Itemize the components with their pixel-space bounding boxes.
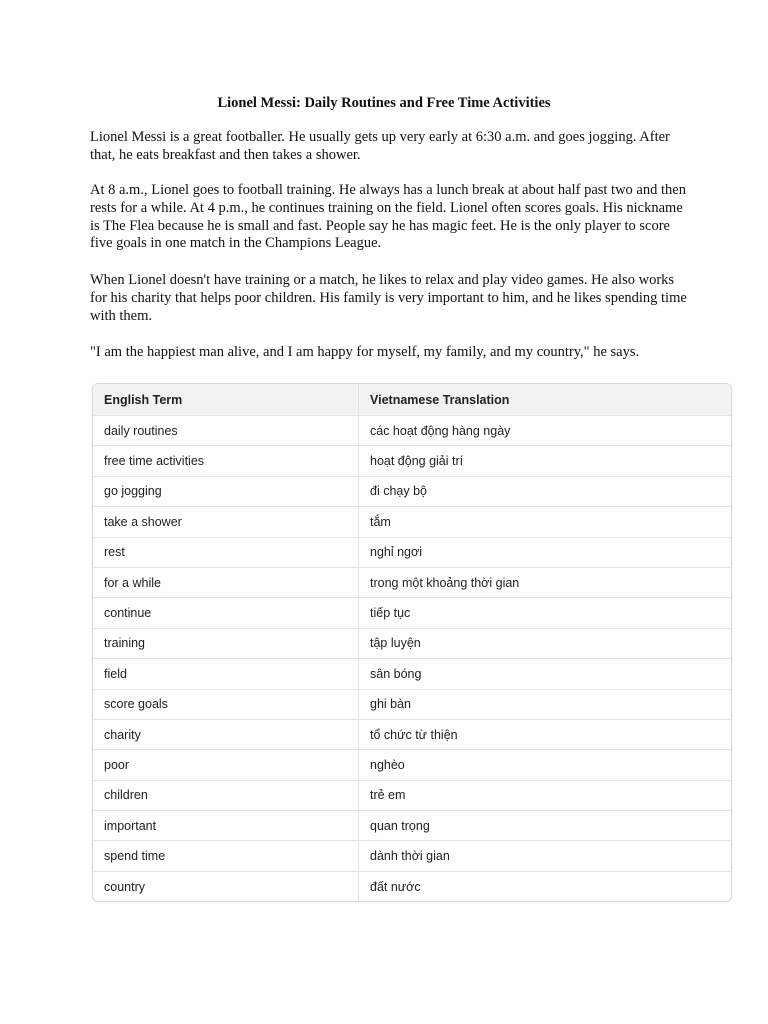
english-term-cell: take a shower <box>93 507 359 536</box>
paragraph-quote: "I am the happiest man alive, and I am happy for myself, my family, and my country," he says. <box>90 344 640 360</box>
vietnamese-translation-cell: sân bóng <box>370 666 422 681</box>
header-english-term: English Term <box>93 384 359 415</box>
table-header-row <box>93 384 731 415</box>
vietnamese-translation-cell: nghèo <box>370 757 405 772</box>
table-row <box>93 445 731 475</box>
vietnamese-translation-cell: các hoạt động hàng ngày <box>370 423 511 438</box>
header-vietnamese-translation: Vietnamese Translation <box>370 392 510 407</box>
table-row <box>93 840 731 870</box>
table-row <box>93 597 731 627</box>
english-term-cell: rest <box>93 538 359 567</box>
vietnamese-translation-cell: đất nước <box>370 879 421 894</box>
english-term-cell: poor <box>93 750 359 779</box>
vietnamese-translation-cell: quan trọng <box>370 818 430 833</box>
table-row <box>93 537 731 567</box>
paragraph-morning-routine: Lionel Messi is a great footballer. He usually gets up very early at 6:30 a.m. and goes jogging. After that, he eats breakfast and then takes a shower. <box>90 129 670 163</box>
table-row <box>93 658 731 688</box>
english-term-cell: free time activities <box>93 446 359 475</box>
table-row <box>93 780 731 810</box>
vietnamese-translation-cell: dành thời gian <box>370 849 450 864</box>
vietnamese-translation-cell: tiếp tục <box>370 606 411 621</box>
vietnamese-translation-cell: nghỉ ngơi <box>370 545 422 560</box>
vietnamese-translation-cell: hoạt động giải trí <box>370 454 464 469</box>
paragraph-training: At 8 a.m., Lionel goes to football training. He always has a lunch break at about half past two and then rests for a while. At 4 p.m., he continues training on the field. Lionel often scores goals. His nickname is The Flea because he is small and fast. People say he has magic feet. He is the only player to score five goals in one match in the Champions League. <box>90 182 686 252</box>
vietnamese-translation-cell: tập luyện <box>370 636 421 651</box>
table-row <box>93 689 731 719</box>
vietnamese-translation-cell: ghi bàn <box>370 697 412 712</box>
english-term-cell: country <box>93 872 359 901</box>
vietnamese-translation-cell: đi chạy bộ <box>370 484 427 499</box>
table-row <box>93 871 731 901</box>
english-term-cell: children <box>93 781 359 810</box>
table-row <box>93 810 731 840</box>
document-title: Lionel Messi: Daily Routines and Free Time Activities <box>217 95 551 111</box>
english-term-cell: training <box>93 629 359 658</box>
table-row <box>93 719 731 749</box>
vietnamese-translation-cell: trong một khoảng thời gian <box>370 575 520 590</box>
table-row <box>93 567 731 597</box>
english-term-cell: charity <box>93 720 359 749</box>
english-term-cell: spend time <box>93 841 359 870</box>
vietnamese-translation-cell: tắm <box>370 514 391 529</box>
table-row <box>93 749 731 779</box>
table-row <box>93 415 731 445</box>
english-term-cell: score goals <box>93 690 359 719</box>
english-term-cell: for a while <box>93 568 359 597</box>
vietnamese-translation-cell: trẻ em <box>370 788 406 803</box>
paragraph-free-time: When Lionel doesn't have training or a match, he likes to relax and play video games. He also works for his charity that helps poor children. His family is very important to him, and he likes spending time with them. <box>90 272 687 324</box>
english-term-cell: field <box>93 659 359 688</box>
english-term-cell: continue <box>93 598 359 627</box>
english-term-cell: go jogging <box>93 477 359 506</box>
vocabulary-table <box>92 383 732 902</box>
english-term-cell: important <box>93 811 359 840</box>
table-row <box>93 506 731 536</box>
table-row <box>93 628 731 658</box>
vietnamese-translation-cell: tổ chức từ thiện <box>370 727 458 742</box>
table-row <box>93 476 731 506</box>
english-term-cell: daily routines <box>93 416 359 445</box>
